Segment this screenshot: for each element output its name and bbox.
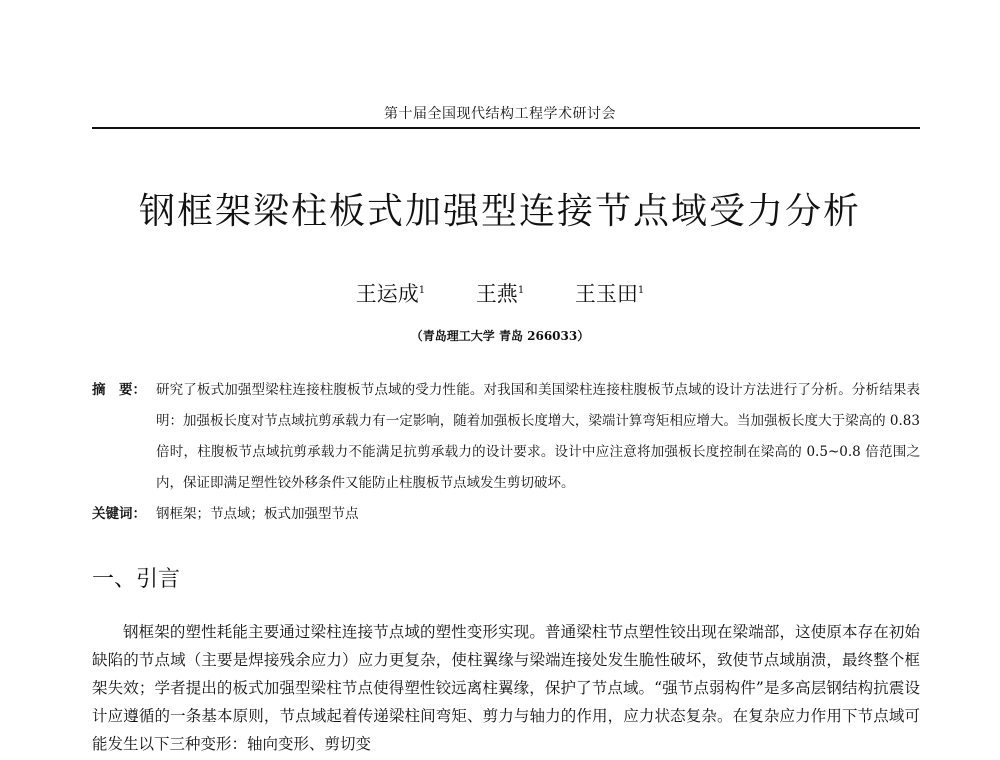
- affiliation: （青岛理工大学 青岛 266033）: [410, 329, 590, 343]
- abstract-text: 研究了板式加强型梁柱连接柱腹板节点域的受力性能。对我国和美国梁柱连接柱腹板节点域的设计方法进行了分析。分析结果表明：加强板长度对节点域抗剪承载力有一定影响，随着加强板长度增大，梁端计算弯矩相应增大。当加强板长度大于梁高的 0.83 倍时，柱腹板节点域抗剪承载力不能满足抗剪承载力的设计要求。设计中应注意将加强板长度控制在梁高的 0.5~0.8 倍范围之内，保证即满足塑性铰外移条件又能防止柱腹板节点域发生剪切破坏。: [156, 382, 920, 491]
- author-affiliation-mark: 1: [517, 285, 525, 296]
- conference-header: 第十届全国现代结构工程学术研讨会: [384, 106, 616, 122]
- author: [356, 278, 425, 308]
- keywords-text: 钢框架；节点域；板式加强型节点: [156, 506, 359, 522]
- keywords-row: [92, 499, 920, 530]
- author-affiliation-mark: 1: [418, 285, 426, 296]
- author-name: 王玉田: [574, 282, 638, 306]
- paper-title: 钢框架梁柱板式加强型连接节点域受力分析: [138, 191, 861, 232]
- author-list: [0, 278, 1000, 308]
- keywords-label: 关键词：: [92, 506, 146, 522]
- abstract-label: 摘 要：: [92, 382, 146, 398]
- abstract-row: [92, 375, 920, 499]
- author: [476, 278, 524, 308]
- author-name: 王运成: [355, 282, 419, 306]
- author: [575, 278, 644, 308]
- abstract-block: [92, 375, 920, 530]
- author-name: 王燕: [475, 282, 518, 306]
- author-affiliation-mark: 1: [637, 285, 645, 296]
- intro-paragraph: 钢框架的塑性耗能主要通过梁柱连接节点域的塑性变形实现。普通梁柱节点塑性铰出现在梁端部，这使原本存在初始缺陷的节点域（主要是焊接残余应力）应力更复杂，使柱翼缘与梁端连接处发生脆性破坏，致使节点域崩溃，最终整个框架失效；学者提出的板式加强型梁柱节点使得塑性铰远离柱翼缘，保护了节点域。“强节点弱构件”是多高层钢结构抗震设计应遵循的一条基本原则，节点域起着传递梁柱间弯矩、剪力与轴力的作用，应力状态复杂。在复杂应力作用下节点域可能发生以下三种变形：轴向变形、剪切变: [92, 623, 920, 753]
- section-heading: 一、引言: [92, 567, 181, 592]
- header-rule: [92, 127, 920, 129]
